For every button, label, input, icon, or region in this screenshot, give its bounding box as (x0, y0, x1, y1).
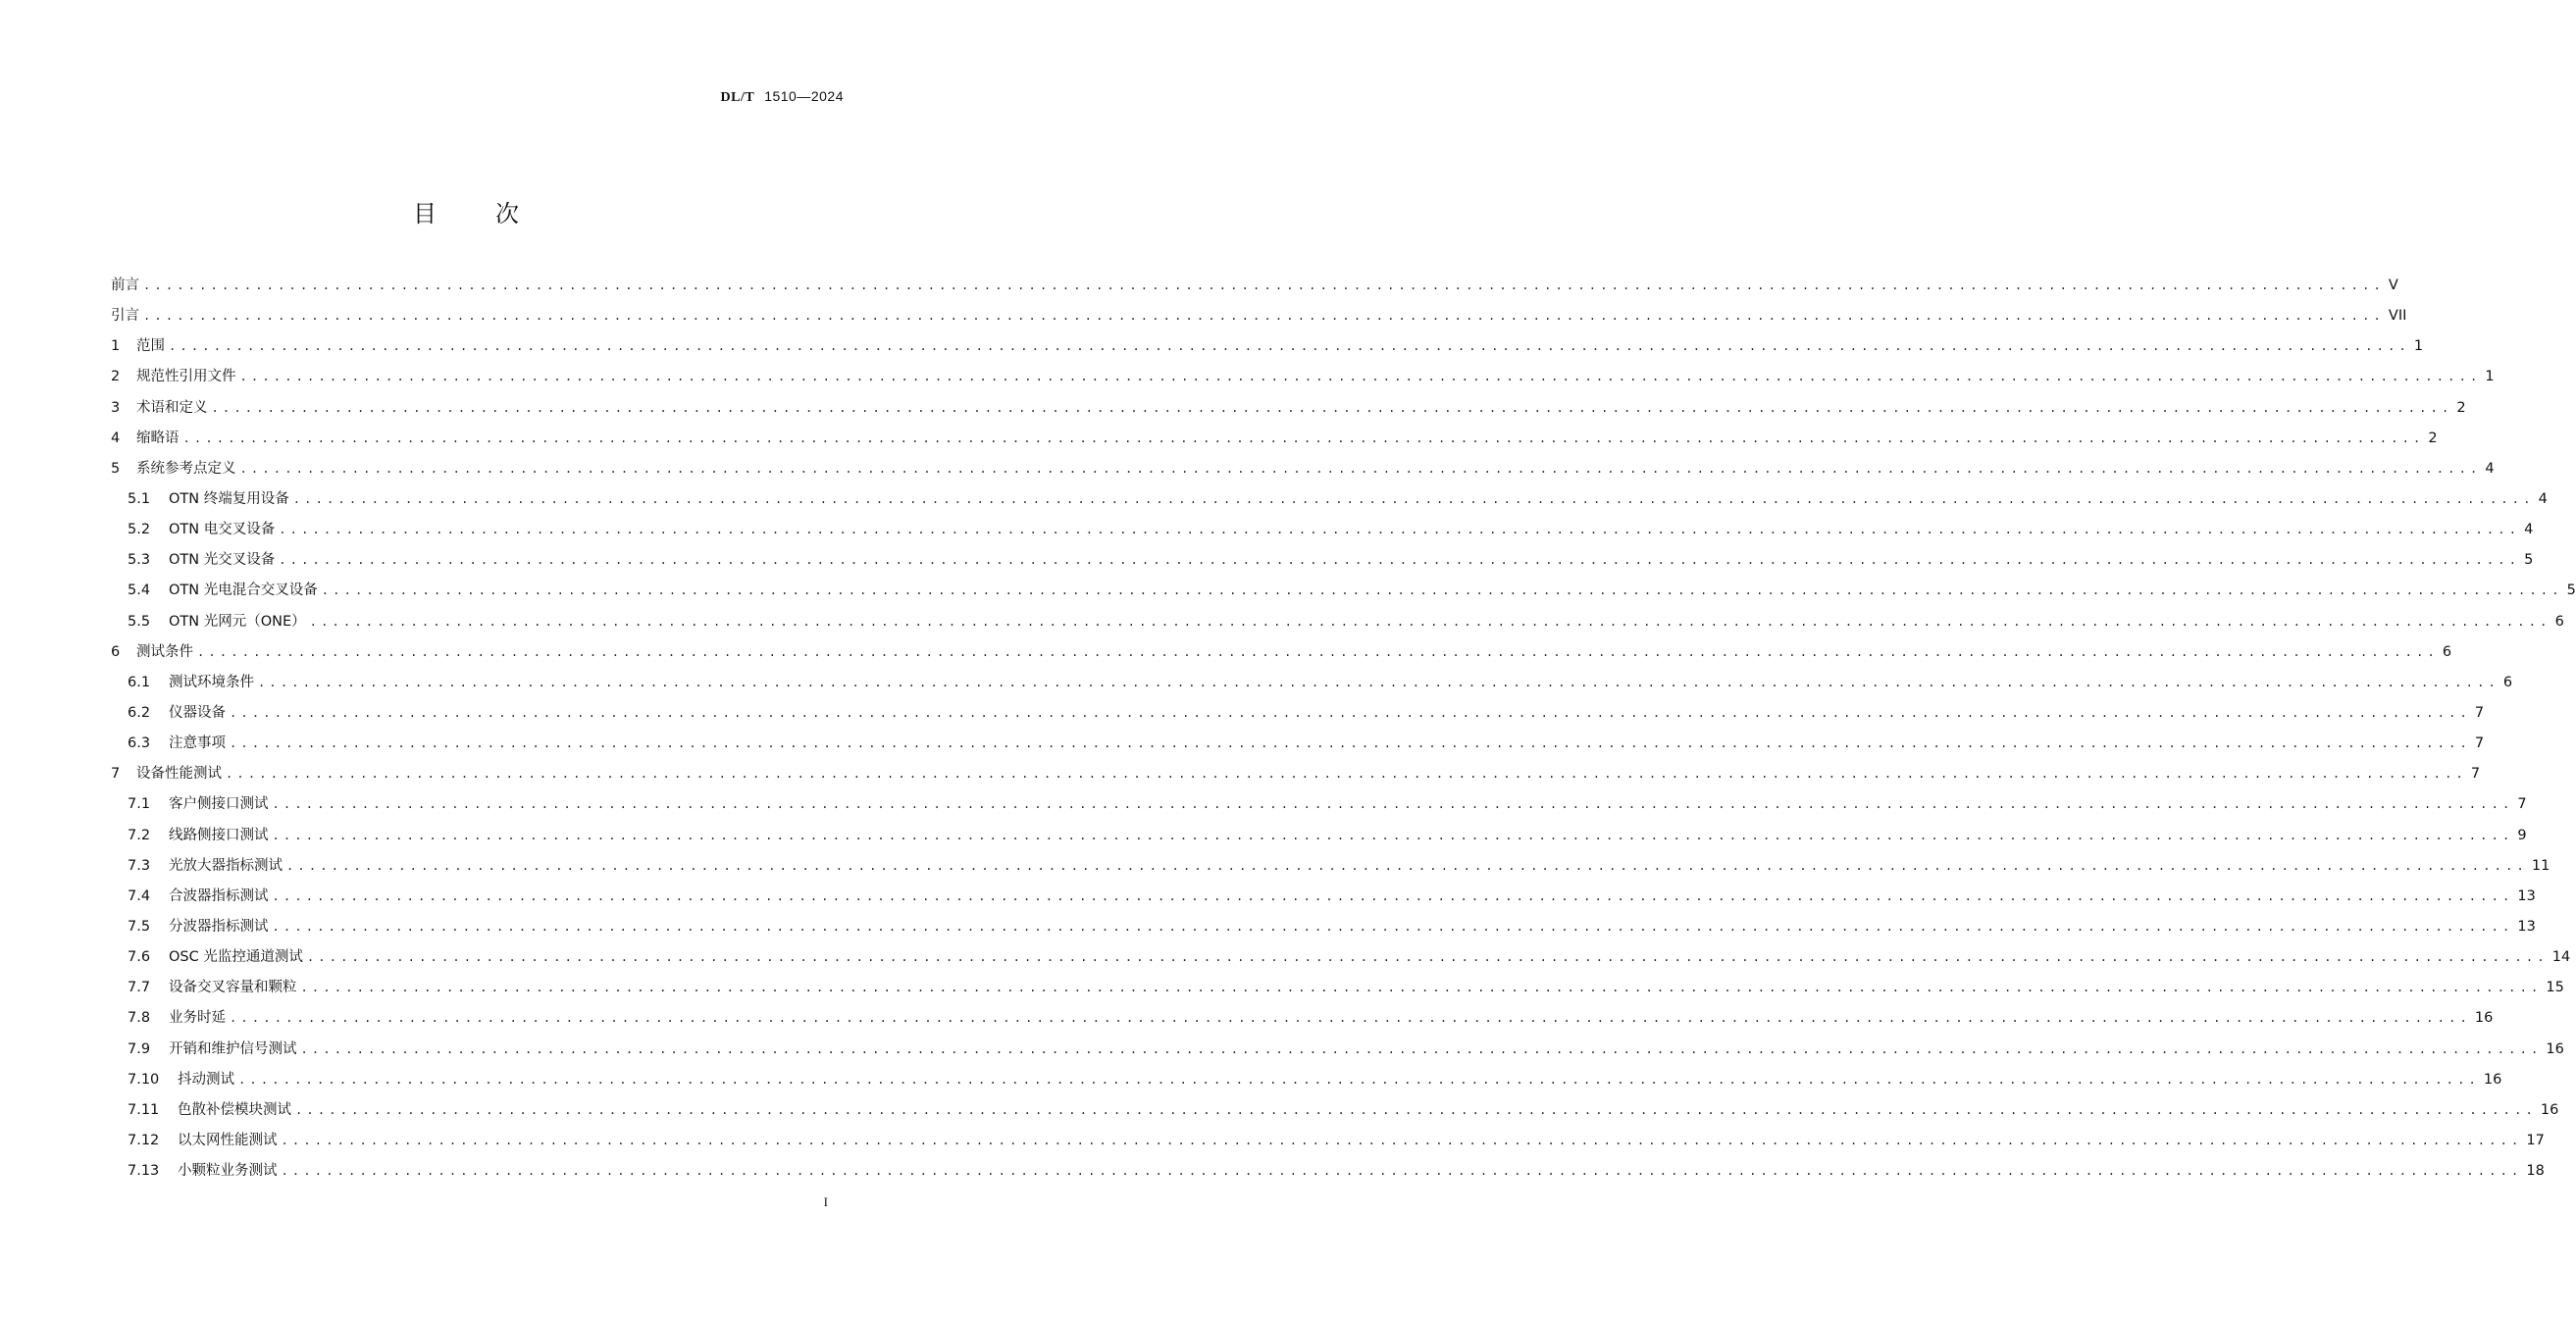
toc-entry[interactable] (111, 852, 2550, 883)
toc-entry-label: 仪器设备 (169, 704, 226, 721)
toc-entry-label: 术语和定义 (136, 399, 208, 416)
toc-entry-number: 3 (111, 399, 121, 416)
toc-entry-label: 客户侧接口测试 (169, 796, 269, 813)
toc-dot-leader: ........................................................................................................................................................................................................ (182, 431, 2425, 445)
toc-dot-leader: ........................................................................................................................................................................................................ (230, 1011, 2471, 1026)
toc-dot-leader: ........................................................................................................................................................................................................ (300, 981, 2543, 995)
toc-entry[interactable] (111, 332, 2424, 363)
table-of-contents (111, 272, 2576, 1188)
toc-entry-page: 4 (2538, 490, 2548, 507)
toc-entry-page: 14 (2551, 949, 2571, 966)
toc-entry-page: 6 (2554, 613, 2564, 630)
toc-entry[interactable] (111, 608, 2564, 638)
toc-entry-label: 色散补偿模块测试 (178, 1101, 291, 1118)
toc-entry[interactable] (111, 516, 2534, 546)
toc-entry-page: 7 (2517, 796, 2527, 813)
toc-entry-page: 1 (2485, 369, 2495, 385)
toc-entry-label: 设备交叉容量和颗粒 (169, 980, 297, 996)
toc-entry-page: 5 (2566, 583, 2576, 599)
toc-entry-page: VII (2388, 308, 2407, 325)
toc-dot-leader: ........................................................................................................................................................................................................ (281, 1133, 2523, 1147)
toc-entry-number: 7.12 (128, 1132, 160, 1148)
toc-entry-label: 范围 (136, 338, 165, 355)
toc-entry-label: 设备性能测试 (136, 766, 222, 783)
toc-entry-page: 16 (2483, 1071, 2502, 1088)
toc-dot-leader: ........................................................................................................................................................................................................ (230, 736, 2471, 751)
toc-entry-number: 4 (111, 430, 121, 446)
toc-entry-label: OTN 光网元（ONE） (169, 613, 306, 630)
toc-entry-number: 6.3 (128, 735, 151, 752)
toc-entry-number: 7.8 (128, 1010, 151, 1027)
toc-entry[interactable] (111, 913, 2536, 943)
toc-entry[interactable] (111, 638, 2452, 669)
toc-entry[interactable] (111, 760, 2481, 790)
toc-entry[interactable] (111, 730, 2485, 760)
toc-entry-label: 系统参考点定义 (136, 460, 236, 477)
toc-entry-page: 4 (2485, 460, 2495, 477)
toc-entry-label: 合波器指标测试 (169, 887, 269, 904)
toc-entry-label: 抖动测试 (178, 1071, 234, 1088)
toc-entry-number: 7.11 (128, 1101, 160, 1118)
toc-dot-leader: ........................................................................................................................................................................................................ (230, 705, 2471, 720)
toc-entry-label: 以太网性能测试 (178, 1132, 278, 1148)
toc-entry-label: 规范性引用文件 (136, 369, 236, 385)
toc-dot-leader: ........................................................................................................................................................................................................ (286, 858, 2528, 873)
toc-dot-leader: ........................................................................................................................................................................................................ (279, 523, 2521, 537)
toc-entry-number: 5.4 (128, 583, 151, 599)
page-title: 目次 (413, 200, 578, 228)
toc-entry[interactable] (111, 577, 2576, 607)
toc-entry-number: 7.7 (128, 980, 151, 996)
toc-entry-number: 7.6 (128, 949, 151, 966)
toc-dot-leader: ........................................................................................................................................................................................................ (238, 1072, 2480, 1087)
toc-entry[interactable] (111, 272, 2398, 302)
toc-entry-page: 13 (2517, 918, 2536, 935)
toc-entry-number: 5 (111, 460, 121, 477)
toc-entry-number: 6 (111, 643, 121, 660)
toc-entry-page: 13 (2517, 887, 2536, 904)
toc-entry-page: 16 (2546, 1040, 2564, 1057)
toc-dot-leader: ........................................................................................................................................................................................................ (169, 339, 2410, 354)
toc-entry-page: 5 (2524, 552, 2534, 569)
toc-dot-leader: ........................................................................................................................................................................................................ (295, 1102, 2537, 1117)
toc-entry-label: 业务时延 (169, 1010, 226, 1027)
toc-entry-number: 7.2 (128, 827, 151, 843)
toc-dot-leader: ........................................................................................................................................................................................................ (272, 797, 2514, 812)
toc-entry[interactable] (111, 1096, 2559, 1127)
toc-entry-page: 7 (2474, 704, 2485, 721)
toc-entry-label: 测试环境条件 (169, 674, 254, 690)
toc-entry-page: 17 (2526, 1132, 2545, 1148)
toc-dot-leader: ........................................................................................................................................................................................................ (321, 583, 2563, 598)
toc-entry[interactable] (111, 1004, 2494, 1035)
toc-entry-label: 线路侧接口测试 (169, 827, 269, 843)
toc-entry-label: OTN 终端复用设备 (169, 490, 289, 507)
toc-entry-label: 缩略语 (136, 430, 180, 446)
toc-entry-label: 分波器指标测试 (169, 918, 269, 935)
toc-dot-leader: ........................................................................................................................................................................................................ (143, 309, 2385, 324)
toc-entry[interactable] (111, 943, 2571, 974)
toc-entry-number: 6.2 (128, 704, 151, 721)
toc-entry-page: 9 (2517, 827, 2527, 843)
toc-entry-number: 6.1 (128, 674, 151, 690)
toc-entry[interactable] (111, 974, 2564, 1004)
toc-entry-page: 7 (2470, 766, 2481, 783)
toc-dot-leader: ........................................................................................................................................................................................................ (272, 888, 2514, 903)
toc-dot-leader: ........................................................................................................................................................................................................ (279, 553, 2521, 568)
toc-entry-number: 7.5 (128, 918, 151, 935)
toc-entry[interactable] (111, 363, 2495, 393)
toc-dot-leader: ........................................................................................................................................................................................................ (309, 614, 2551, 629)
toc-dot-leader: ........................................................................................................................................................................................................ (226, 767, 2467, 782)
toc-entry[interactable] (111, 455, 2495, 485)
toc-entry-number: 5.3 (128, 552, 151, 569)
toc-dot-leader: ........................................................................................................................................................................................................ (143, 279, 2385, 292)
toc-entry-label: 光放大器指标测试 (169, 857, 283, 874)
toc-entry-page: 6 (2502, 674, 2513, 690)
toc-entry-label: 注意事项 (169, 735, 226, 752)
toc-entry-number: 7 (111, 766, 121, 783)
toc-entry-label: OTN 光电混合交叉设备 (169, 583, 318, 599)
toc-dot-leader: ........................................................................................................................................................................................................ (292, 491, 2535, 506)
toc-entry[interactable] (111, 394, 2466, 425)
toc-dot-leader: ........................................................................................................................................................................................................ (211, 400, 2453, 415)
toc-entry[interactable] (111, 790, 2527, 821)
toc-entry[interactable] (111, 822, 2527, 852)
toc-entry-number: 7.13 (128, 1163, 160, 1180)
toc-entry-page: 4 (2524, 522, 2534, 538)
toc-dot-leader: ........................................................................................................................................................................................................ (197, 644, 2439, 659)
document-code-number: 1510—2024 (764, 88, 844, 104)
toc-entry-page: 6 (2442, 643, 2452, 660)
toc-entry-page: 11 (2531, 857, 2550, 874)
toc-entry-label: 开销和维护信号测试 (169, 1040, 297, 1057)
toc-entry-number: 1 (111, 338, 121, 355)
toc-entry-page: 16 (2540, 1101, 2559, 1118)
toc-entry-number: 7.3 (128, 857, 151, 874)
toc-dot-leader: ........................................................................................................................................................................................................ (281, 1164, 2523, 1179)
toc-entry[interactable] (111, 1127, 2545, 1157)
toc-entry-page: 1 (2413, 338, 2424, 355)
toc-entry-number: 5.2 (128, 522, 151, 538)
toc-entry-number: 5.5 (128, 613, 151, 630)
toc-entry[interactable] (111, 883, 2536, 913)
toc-entry-number: 2 (111, 369, 121, 385)
toc-entry[interactable] (111, 699, 2485, 730)
toc-dot-leader: ........................................................................................................................................................................................................ (300, 1041, 2543, 1056)
toc-entry-label: 引言 (111, 308, 139, 325)
toc-dot-leader: ........................................................................................................................................................................................................ (239, 461, 2482, 476)
page-number: I (823, 1194, 828, 1209)
toc-entry-label: OTN 光交叉设备 (169, 552, 276, 569)
toc-entry-number: 7.10 (128, 1071, 160, 1088)
toc-entry-page: 7 (2474, 735, 2485, 752)
toc-entry-page: 15 (2546, 980, 2564, 996)
toc-dot-leader: ........................................................................................................................................................................................................ (272, 919, 2514, 934)
toc-entry[interactable] (111, 302, 2407, 332)
toc-entry-label: 前言 (111, 278, 139, 293)
toc-entry[interactable] (111, 425, 2438, 455)
toc-entry-page: 16 (2474, 1010, 2494, 1027)
toc-entry[interactable] (111, 485, 2548, 516)
toc-entry[interactable] (111, 1066, 2502, 1096)
toc-entry[interactable] (111, 546, 2534, 577)
document-code-prefix: DL/T (720, 90, 755, 105)
toc-entry-number: 5.1 (128, 490, 151, 507)
toc-entry[interactable] (111, 669, 2513, 699)
toc-entry-number: 7.9 (128, 1040, 151, 1057)
toc-entry[interactable] (111, 1036, 2564, 1066)
toc-dot-leader: ........................................................................................................................................................................................................ (258, 675, 2499, 689)
toc-entry[interactable] (111, 1157, 2545, 1188)
toc-entry-number: 7.4 (128, 887, 151, 904)
toc-entry-number: 7.1 (128, 796, 151, 813)
toc-entry-label: 测试条件 (136, 643, 193, 660)
toc-entry-page: V (2388, 278, 2398, 293)
toc-dot-leader: ........................................................................................................................................................................................................ (272, 828, 2514, 842)
toc-entry-label: 小颗粒业务测试 (178, 1163, 278, 1180)
toc-dot-leader: ........................................................................................................................................................................................................ (306, 950, 2549, 965)
toc-entry-page: 18 (2526, 1163, 2545, 1180)
toc-entry-page: 2 (2456, 399, 2466, 416)
toc-entry-label: OSC 光监控通道测试 (169, 949, 303, 966)
document-code (721, 88, 844, 106)
toc-dot-leader: ........................................................................................................................................................................................................ (239, 370, 2482, 384)
toc-entry-label: OTN 电交叉设备 (169, 522, 276, 538)
toc-entry-page: 2 (2428, 430, 2438, 446)
